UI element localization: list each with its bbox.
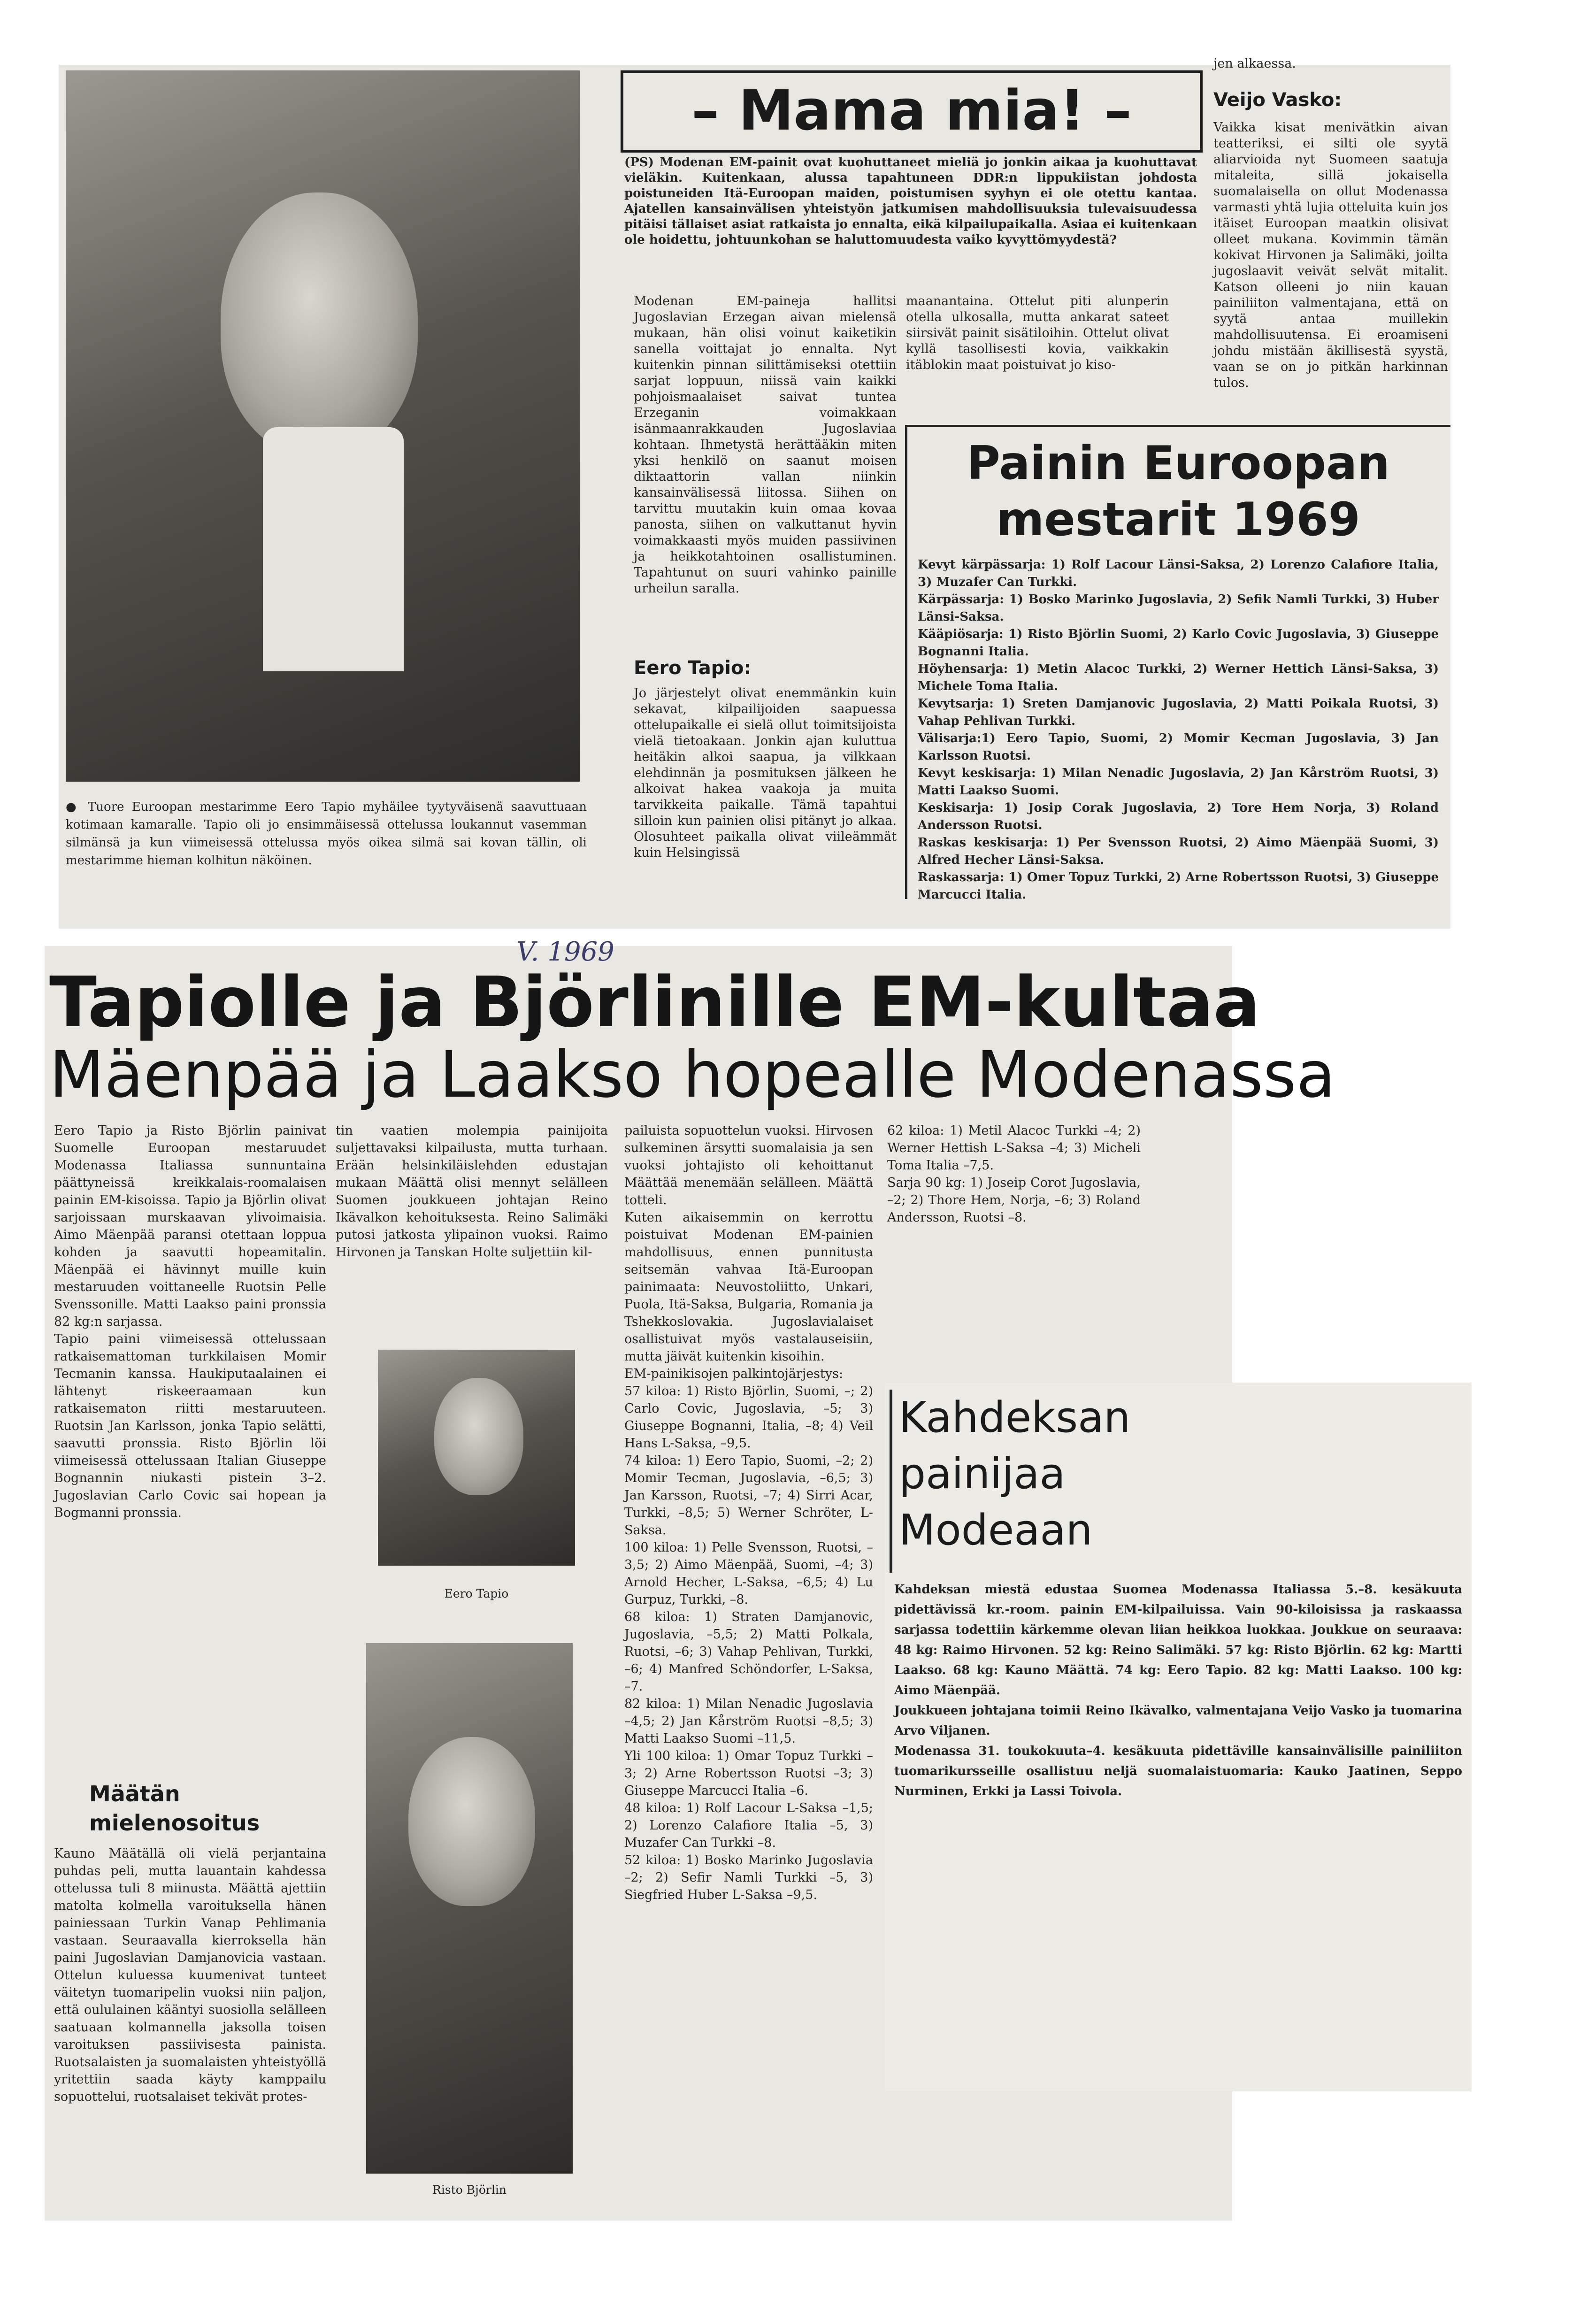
article-column-4-results: 62 kiloa: 1) Metil Alacoc Turkki –4; 2) Werner Hettish L-Saksa –4; 3) Micheli Toma Italia –7,5. Sarja 90 kg: 1) Joseip Corot Jugoslavia, –2; 2) Thore Hem, Norja, –6; 3) Roland Andersson, Ruotsi –8.	[887, 1123, 1141, 1225]
mama-mia-column-a: Modenan EM-paineja hallitsi Jugoslavian Erzegan aivan mielensä mukaan, hän olisi voinut kaiketikin sanella voittajat jo ennalta. Nyt kuitenkin pinnan silittämiseksi otettiin sarjat loppuun, niissä vain kaikki pohjoismaalaiset saivat tuntea Erzeganin voimakkaan isänmaanrakkauden Jugoslaviaa kohtaan. Ihmetystä herättääkin miten yksi henkilö on saanut moisen diktaattorin vallan niinkin kansainvälisessä liitossa. Siihen on tarvittu muutakin kuin omaa kovaa panosta, siihen on valkuttanut hyvin voimakkaasti myös muiden passiivinen ja heikkotahtoinen osallistuminen. Tapahtunut on suuri vahinko painille urheilun saralla.	[634, 294, 897, 596]
risto-bjorlin-photo-caption: Risto Björlin	[432, 2183, 506, 2197]
maatan-mielenosoitus-subheading: Määtän mielenosoitus	[89, 1781, 260, 1836]
article-column-1b: Kauno Määtällä oli vielä perjantaina puhdas peli, mutta lauantain kahdessa ottelussa tuli 8 miinusta. Määttä ajettiin matolta kolmella varoituksella hänen painiessaan Turkin Vanap Pehlimania vastaan. Seuraavalla kierroksella hän paini Jugoslavian Damjanovicia vastaan. Ottelun kuluessa kuumenivat tunteet väitetyn tuomaripelin vuoksi niin paljon, että oululainen kääntyi suosiolla selälleen saatuaan kolmannella jaksolla toisen varoituksen passiivisesta painista. Ruotsalaisten ja suomalaisten yhteistyöllä yritettiin saada käyty kamppailu sopuottelui, ruotsalaiset tekivät protes-	[54, 1846, 326, 2104]
mama-mia-title: – Mama mia! –	[691, 78, 1132, 143]
headline-secondary: Mäenpää ja Laakso hopealle Modenassa	[49, 1038, 1335, 1112]
risto-bjorlin-face	[408, 1737, 535, 1906]
eero-tapio-portrait-photo	[66, 70, 580, 782]
eero-tapio-subheading: Eero Tapio:	[634, 657, 752, 679]
mama-mia-lead: (PS) Modenan EM-painit ovat kuohuttaneet mieliä jo jonkin aikaa ja kuohuttavat vieläkin. Kuitenkaan, alussa tapahtuneen DDR:n lippukiistan johdosta poistuneiden Itä-Euroopan maiden, poistumisen syyhyn ei ole otettu kantaa. Ajatellen kansainvälisen yhteistyön jatkumisen mahdollisuuksia tulevaisuudessa pitäisi tällaiset asiat ratkaista jo ennalta, eikä kilpailupaikalla. Asiaa ei kuitenkaan ole hoidettu, johtuunkohan se haluttomuudesta vaiko kyvyttömyydestä?	[624, 155, 1197, 247]
mama-mia-column-b: maanantaina. Ottelut piti alunperin otella ulkosalla, mutta ankarat sateet siirsivät painit sisätiloihin. Ottelut olivat kyllä tasollisesti kovia, vaikkakin itäblokin maat poistuivat jo kiso-	[906, 294, 1169, 372]
side-clipping-text: Kahdeksan miestä edustaa Suomea Modenassa Italiassa 5.–8. kesäkuuta pidettävissä kr.-room. painin EM-kilpailuissa. Vain 90-kiloisissa ja raskaassa sarjassa todettiin kärkemme olevan liian heikkoa luokkaa. Joukkue on seuraava: 48 kg: Raimo Hirvonen. 52 kg: Reino Salimäki. 57 kg: Risto Björlin. 62 kg: Martti Laakso. 68 kg: Kauno Määttä. 74 kg: Eero Tapio. 82 kg: Matti Laakso. 100 kg: Aimo Mäenpää. Joukkueen johtajana toimii Reino Ikävalko, valmentajana Veijo Vasko ja tuomarina Arvo Viljanen. Modenassa 31. toukokuuta–4. kesäkuuta pidettäville kansainvälisille painiliiton tuomarikursseille osallistuu neljä suomalaistuomaria: Kauko Jaatinen, Seppo Nurminen, Erkki ja Lassi Toivola.	[894, 1583, 1462, 1798]
portrait-face	[221, 192, 418, 455]
side-clipping-title: Kahdeksan painijaa Modeaan	[899, 1393, 1131, 1555]
eero-tapio-photo-caption: Eero Tapio	[444, 1587, 509, 1600]
champions-title-line2: mestarit 1969	[996, 493, 1360, 546]
champions-top-rule	[906, 425, 1450, 427]
veijo-vasko-quote-text: Vaikka kisat menivätkin aivan teatteriksi, ei silti ole syytä aliarvioida nyt Suomeen saatuja mitaleita, sillä jokaisella suomalaisella on ollut Modenassa varmasti yhtä lujia otteluita kuin jos itäiset Euroopan maatkin olisivat olleet mukana. Kovimmin tämän kokivat Hirvonen ja Salimäki, joilta jugoslaavit veivät selvät mitalit. Katson olleeni jo niin kauan painiliiton valmentajana, että on syytä antaa muillekin mahdollisuutensa. Ei eroamiseni johdu mistään äkillisestä syystä, vaan se on jo pitkän harkinnan tulos.	[1213, 120, 1448, 390]
risto-bjorlin-photo	[366, 1643, 573, 2174]
handwritten-date: V. 1969	[516, 937, 614, 967]
eero-tapio-face	[434, 1378, 523, 1495]
mama-mia-column-c-top: jen alkaessa.	[1213, 56, 1296, 71]
portrait-turtleneck	[263, 427, 404, 671]
champions-left-rule	[905, 425, 907, 899]
article-column-3-results: pailuista sopuottelun vuoksi. Hirvosen sulkeminen ärsytti suomalaisia ja sen vuoksi johtajisto oli kehoittanut Määttää menemään selälleen. Määttä totteli. Kuten aikaisemmin on kerrottu poistuivat Modenan EM-painien mahdollisuus, ennen punnitusta seitsemän vahvaa Itä-Euroopan painimaata: Neuvostoliitto, Unkari, Puola, Itä-Saksa, Bulgaria, Romania ja Tshekkoslovakia. Jugoslavialaiset osallistuivat myös vastalauseisiin, mutta jäivät kuitenkin kisoihin. EM-painikisojen palkintojärjestys: 57 kiloa: 1) Risto Björlin, Suomi, –; 2) Carlo Covic, Jugoslavia, –5; 3) Giuseppe Bognanni, Italia, –8; 4) Veil Hans L-Saksa, –9,5. 74 kiloa: 1) Eero Tapio, Suomi, –2; 2) Momir Tecman, Jugoslavia, –6,5; 3) Jan Karsson, Ruotsi, –7; 4) Sirri Acar, Turkki, –8,5; 5) Werner Schröter, L-Saksa. 100 kiloa: 1) Pelle Svensson, Ruotsi, –3,5; 2) Aimo Mäenpää, Suomi, –4; 3) Arnold Hecher, L-Saksa, –6,5; 4) Lu Gurpuz, Turkki, –8. 68 kiloa: 1) Straten Damjanovic, Jugoslavia, –5,5; 2) Matti Polkala, Ruotsi, –6; 3) Vahap Pehlivan, Turkki, –6; 4) Manfred Schöndorfer, L-Saksa, –7. 82 kiloa: 1) Milan Nenadic Jugoslavia –4,5; 2) Jan Kårström Ruotsi –8,5; 3) Matti Laakso Suomi –11,5. Yli 100 kiloa: 1) Omar Topuz Turkki –3; 2) Arne Robertsson Ruotsi –3; 3) Giuseppe Marcucci Italia –6. 48 kiloa: 1) Rolf Lacour L-Saksa –1,5; 2) Lorenzo Calafiore Italia –5, 3) Muzafer Can Turkki –8. 52 kiloa: 1) Bosko Marinko Jugoslavia –2; 2) Sefir Namli Turkki –5, 3) Siegfried Huber L-Saksa –9,5.	[624, 1123, 873, 1902]
champions-title-line1: Painin Euroopan	[967, 437, 1390, 490]
article-column-1: Eero Tapio ja Risto Björlin painivat Suomelle Euroopan mestaruudet Modenassa Italiassa sunnuntaina päättyneissä kreikkalais-roomalaisen painin EM-kisoissa. Tapio ja Björlin olivat sarjoissaan murskaavan ylivoimaisia. Aimo Mäenpää paransi otettaan loppua kohden ja saavutti hopeamitalin. Mäenpää ei hävinnyt muille kuin mestaruuden voittaneelle Ruotsin Pelle Svenssonille. Matti Laakso paini pronssia 82 kg:n sarjassa. Tapio paini viimeisessä ottelussaan ratkaisemattoman turkkilaisen Momir Tecmanin kanssa. Haukiputaalainen ei lähtenyt riskeeraamaan kun ratkaisematon riitti mestaruuteen. Ruotsin Jan Karlsson, jonka Tapio selätti, saavutti pronssia. Risto Björlin löi viimeisessä ottelussaan Italian Giuseppe Bognannin niukasti pistein 3–2. Jugoslavian Carlo Covic sai hopean ja Bogmanni pronssia.	[54, 1123, 326, 1520]
veijo-vasko-subheading: Veijo Vasko:	[1213, 89, 1342, 111]
headline-primary: Tapiolle ja Björlinille EM-kultaa	[49, 962, 1260, 1043]
champions-list: Kevyt kärpässarja: 1) Rolf Lacour Länsi-Saksa, 2) Lorenzo Calafiore Italia, 3) Muzafer Can Turkki. Kärpässarja: 1) Bosko Marinko Jugoslavia, 2) Sefik Namli Turkki, 3) Huber Länsi-Saksa. Kääpiösarja: 1) Risto Björlin Suomi, 2) Karlo Covic Jugoslavia, 3) Giuseppe Bognanni Italia. Höyhensarja: 1) Metin Alacoc Turkki, 2) Werner Hettich Länsi-Saksa, 3) Michele Toma Italia. Kevytsarja: 1) Sreten Damjanovic Jugoslavia, 2) Matti Poikala Ruotsi, 3) Vahap Pehlivan Turkki. Välisarja:1) Eero Tapio, Suomi, 2) Momir Kecman Jugoslavia, 3) Jan Karlsson Ruotsi. Kevyt keskisarja: 1) Milan Nenadic Jugoslavia, 2) Jan Kårström Ruotsi, 3) Matti Laakso Suomi. Keskisarja: 1) Josip Corak Jugoslavia, 2) Tore Hem Norja, 3) Roland Andersson Ruotsi. Raskas keskisarja: 1) Per Svensson Ruotsi, 2) Aimo Mäenpää Suomi, 3) Alfred Hecher Länsi-Saksa. Raskassarja: 1) Omer Topuz Turkki, 2) Arne Robertsson Ruotsi, 3) Giuseppe Marcucci Italia.	[918, 558, 1439, 902]
article-column-2: tin vaatien molempia painijoita suljettavaksi kilpailusta, mutta turhaan. Erään helsinkiläislehden edustajan mukaan Määttä olisi mennyt selälleen Suomen joukkueen johtajan Reino Ikävalkon kehoituksesta. Reino Salimäki putosi jatkosta ylipainon vuoksi. Raimo Hirvonen ja Tanskan Holte suljettiin kil-	[336, 1123, 608, 1260]
eero-tapio-quote-text: Jo järjestelyt olivat enemmänkin kuin sekavat, kilpailijoiden saapuessa ottelupaikalle ei sielä ollut toimitsijoista vielä tietoakaan. Jonkin ajan kuluttua heitäkin alkoi saapua, ja vilkkaan elehdinnän ja posmituksen jälkeen he alkoivat hakea vaakoja ja muita tarvikkeita paikalle. Tämä tapahtui silloin kun painien olisi pitänyt jo alkaa. Olosuhteet paikalla olivat viileämmät kuin Helsingissä	[634, 686, 897, 860]
photo-caption: ● Tuore Euroopan mestarimme Eero Tapio myhäilee tyytyväisenä saavuttuaan kotimaan kamaralle. Tapio oli jo ensimmäisessä ottelussa loukannut vasemman silmänsä ja kun viimeisessä ottelussa myös oikea silmä sai kovan tällin, oli mestarimme hieman kolhitun näköinen.	[66, 800, 587, 868]
eero-tapio-photo	[378, 1350, 575, 1566]
side-clipping-rule	[890, 1390, 892, 1573]
